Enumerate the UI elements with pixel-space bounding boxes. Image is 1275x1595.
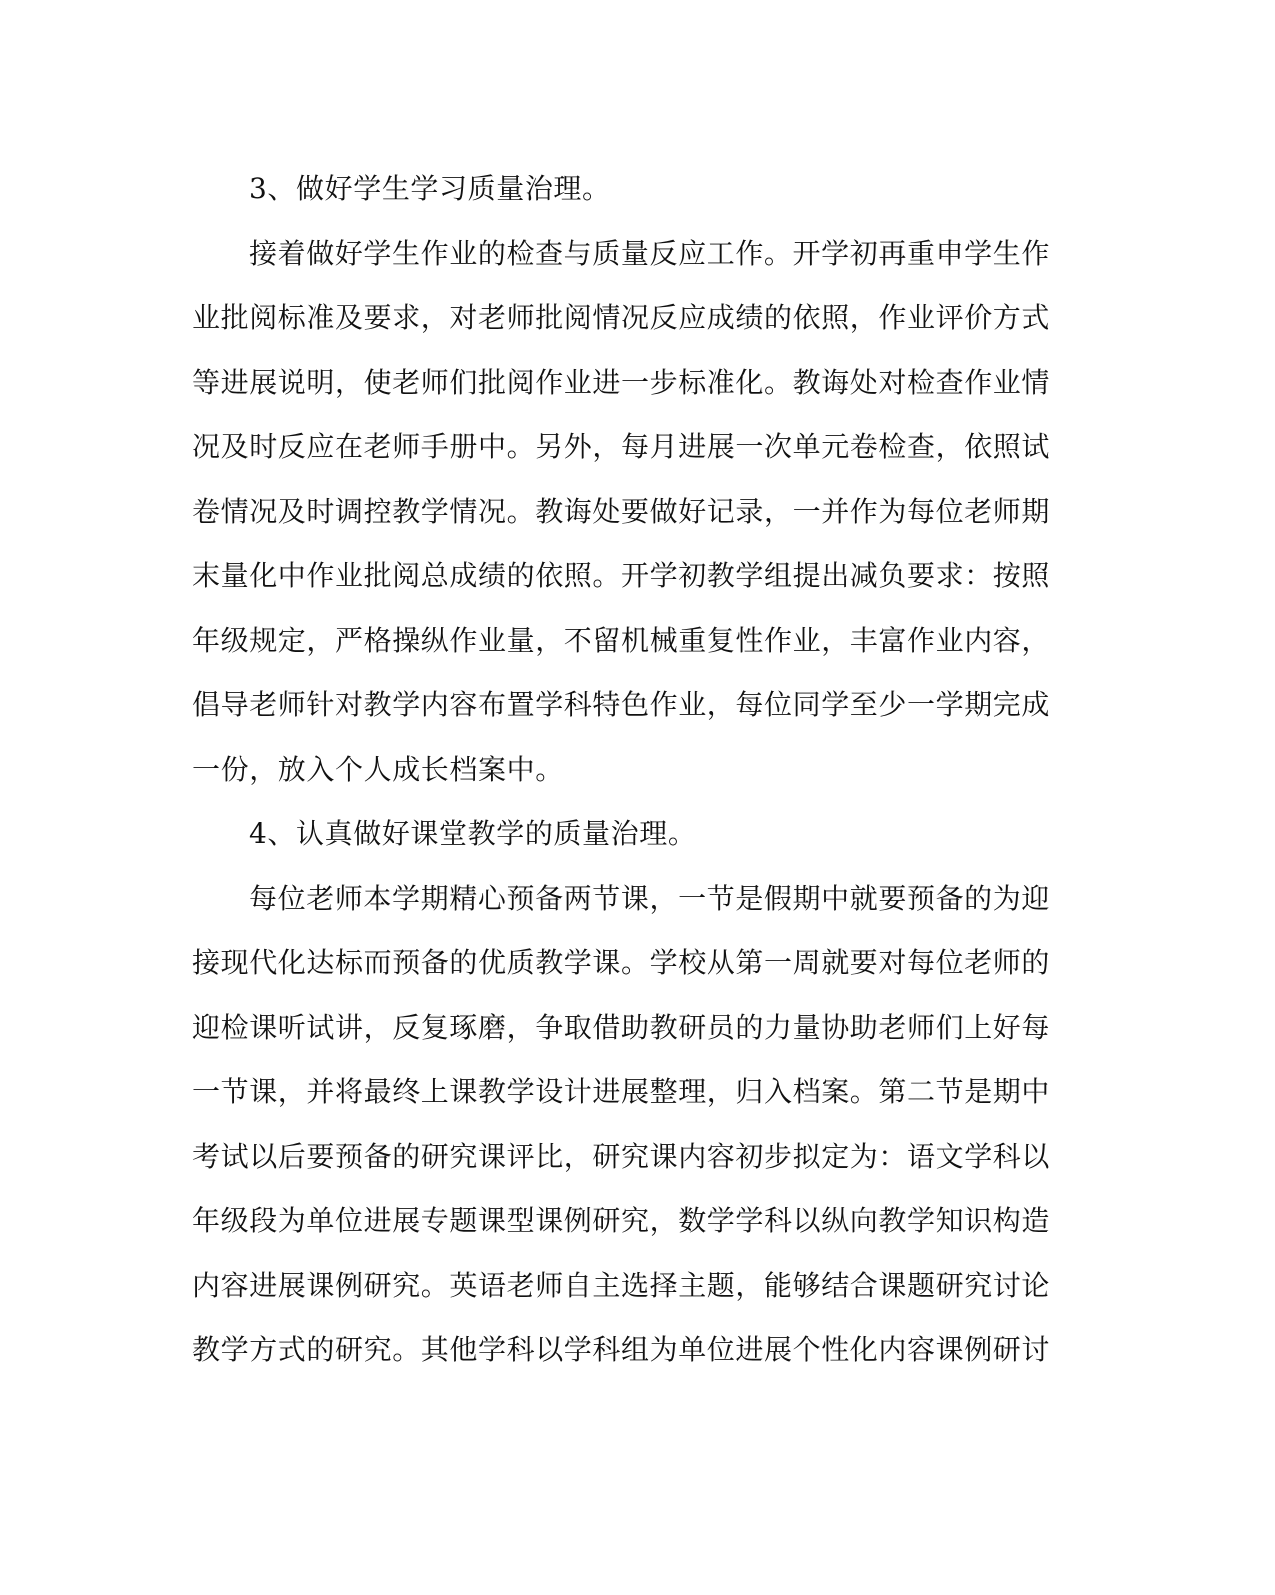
- section-heading-3: 3、做好学生学习质量治理。: [249, 172, 611, 205]
- section-heading-4: 4、认真做好课堂教学的质量治理。: [249, 817, 697, 850]
- body-paragraph-classroom: 每位老师本学期精心预备两节课，一节是假期中就要预备的为迎接现代化达标而预备的优质教学课。学校从第一周就要对每位老师的迎检课听试讲，反复琢磨，争取借助教研员的力量协助老师们上好每一节课，并将最终上课教学设计进展整理，归入档案。第二节是期中考试以后要预备的研究课评比，研究课内容初步拟定为：语文学科以年级段为单位进展专题课型课例研究，数学学科以纵向教学知识构造内容进展课例研究。英语老师自主选择主题，能够结合课题研究讨论教学方式的研究。其他学科以学科组为单位进展个性化内容课例研讨: [192, 881, 1051, 1366]
- document-page: [192, 157, 1050, 1383]
- body-paragraph-homework: 接着做好学生作业的检查与质量反应工作。开学初再重申学生作业批阅标准及要求，对老师批阅情况反应成绩的依照，作业评价方式等进展说明，使老师们批阅作业进一步标准化。教诲处对检查作业情况及时反应在老师手册中。另外，每月进展一次单元卷检查，依照试卷情况及时调控教学情况。教诲处要做好记录，一并作为每位老师期末量化中作业批阅总成绩的依照。开学初教学组提出减负要求：按照年级规定，严格操纵作业量，不留机械重复性作业，丰富作业内容，倡导老师针对教学内容布置学科特色作业，每位同学至少一学期完成一份，放入个人成长档案中。: [192, 236, 1051, 786]
